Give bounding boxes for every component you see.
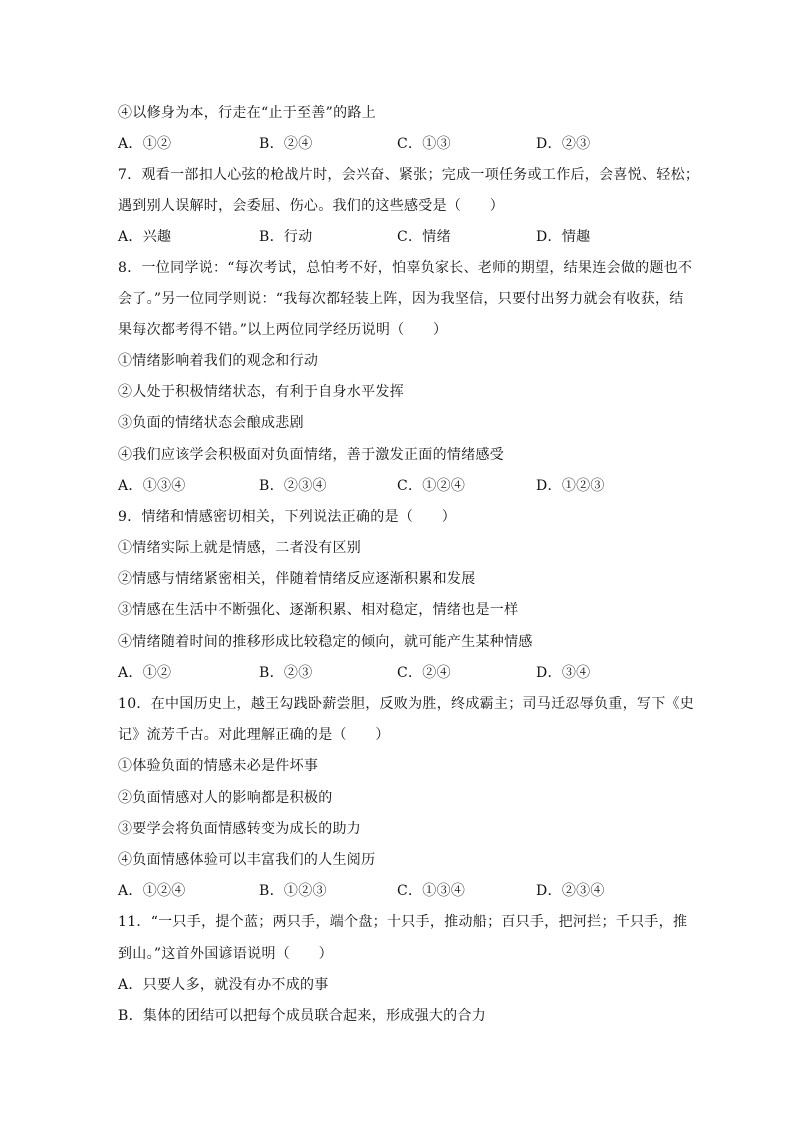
q9-option-d: D．③④	[536, 665, 591, 681]
q8-stem-line-2: 会了。”另一位同学则说：“我每次都轻装上阵，因为我坚信，只要付出努力就会有收获，结	[118, 291, 684, 307]
q6-options	[118, 134, 678, 154]
q10-options	[118, 881, 678, 901]
q9-stem-line-1: 9．情绪和情感密切相关，下列说法正确的是（ ）	[118, 509, 457, 525]
q11-option-a: A．只要人多，就没有办不成的事	[118, 977, 329, 993]
q8-option-c: C．①②④	[397, 478, 466, 494]
q8-options	[118, 476, 678, 496]
q10-statement-2: ②负面情感对人的影响都是积极的	[118, 790, 333, 806]
q9-option-a: A．①②	[118, 665, 172, 681]
q10-option-b: B．①②③	[259, 883, 327, 899]
q11-stem-line-2: 到山。”这首外国谚语说明（ ）	[118, 946, 333, 962]
q9-options	[118, 663, 678, 683]
q10-stem-line-1: 10．在中国历史上，越王勾践卧薪尝胆，反败为胜，终成霸主；司马迁忍辱负重，写下《史	[118, 696, 695, 712]
q8-statement-1: ①情绪影响着我们的观念和行动	[118, 353, 319, 369]
q10-statement-4: ④负面情感体验可以丰富我们的人生阅历	[118, 852, 376, 868]
q8-option-b: B．②③④	[259, 478, 327, 494]
q8-stem-line-1: 8．一位同学说：“每次考试，总怕考不好，怕辜负家长、老师的期望，结果连会做的题也不	[118, 260, 693, 276]
q9-statement-4: ④情绪随着时间的推移形成比较稳定的倾向，就可能产生某种情感	[118, 634, 533, 650]
q10-option-c: C．①③④	[397, 883, 466, 899]
q11-stem-line-1: 11．“一只手，提个蓝；两只手，端个盘；十只手，推动船；百只手，把河拦；千只手，推	[118, 914, 688, 930]
q10-statement-1: ①体验负面的情感未必是件坏事	[118, 758, 319, 774]
q7-option-c: C．情绪	[397, 229, 451, 245]
q8-option-d: D．①②③	[536, 478, 605, 494]
q6-option-b: B．②④	[259, 136, 313, 152]
q10-statement-3: ③要学会将负面情感转变为成长的助力	[118, 821, 362, 837]
q8-stem-line-3: 果每次都考得不错。”以上两位同学经历说明（ ）	[118, 322, 448, 338]
q6-option-d: D．②③	[536, 136, 591, 152]
q10-option-a: A．①②④	[118, 883, 186, 899]
q8-statement-3: ③负面的情绪状态会酿成悲剧	[118, 415, 304, 431]
q10-option-d: D．②③④	[536, 883, 605, 899]
q7-stem-line-1: 7．观看一部扣人心弦的枪战片时，会兴奋、紧张；完成一项任务或工作后，会喜悦、轻松；	[118, 167, 700, 183]
q7-option-d: D．情趣	[536, 229, 591, 245]
q7-option-b: B．行动	[259, 229, 313, 245]
q9-statement-1: ①情绪实际上就是情感，二者没有区别	[118, 540, 362, 556]
q10-stem-line-2: 记》流芳千古。对此理解正确的是（ ）	[118, 727, 390, 743]
q9-option-b: B．②③	[259, 665, 313, 681]
q7-option-a: A．兴趣	[118, 229, 172, 245]
q7-options	[118, 227, 678, 247]
q7-stem-line-2: 遇到别人误解时，会委屈、伤心。我们的这些感受是（ ）	[118, 198, 505, 214]
q9-statement-2: ②情感与情绪紧密相关，伴随着情绪反应逐渐积累和发展	[118, 571, 476, 587]
q8-statement-2: ②人处于积极情绪状态，有利于自身水平发挥	[118, 384, 404, 400]
q9-option-c: C．②④	[397, 665, 451, 681]
q6-option-c: C．①③	[397, 136, 451, 152]
q8-statement-4: ④我们应该学会积极面对负面情绪，善于激发正面的情绪感受	[118, 447, 505, 463]
q9-statement-3: ③情感在生活中不断强化、逐渐积累、相对稳定，情绪也是一样	[118, 602, 519, 618]
q6-option-a: A．①②	[118, 136, 172, 152]
q11-option-b: B．集体的团结可以把每个成员联合起来，形成强大的合力	[118, 1008, 487, 1024]
q8-option-a: A．①③④	[118, 478, 186, 494]
q6-statement-4: ④以修身为本，行走在“止于至善”的路上	[118, 105, 377, 121]
